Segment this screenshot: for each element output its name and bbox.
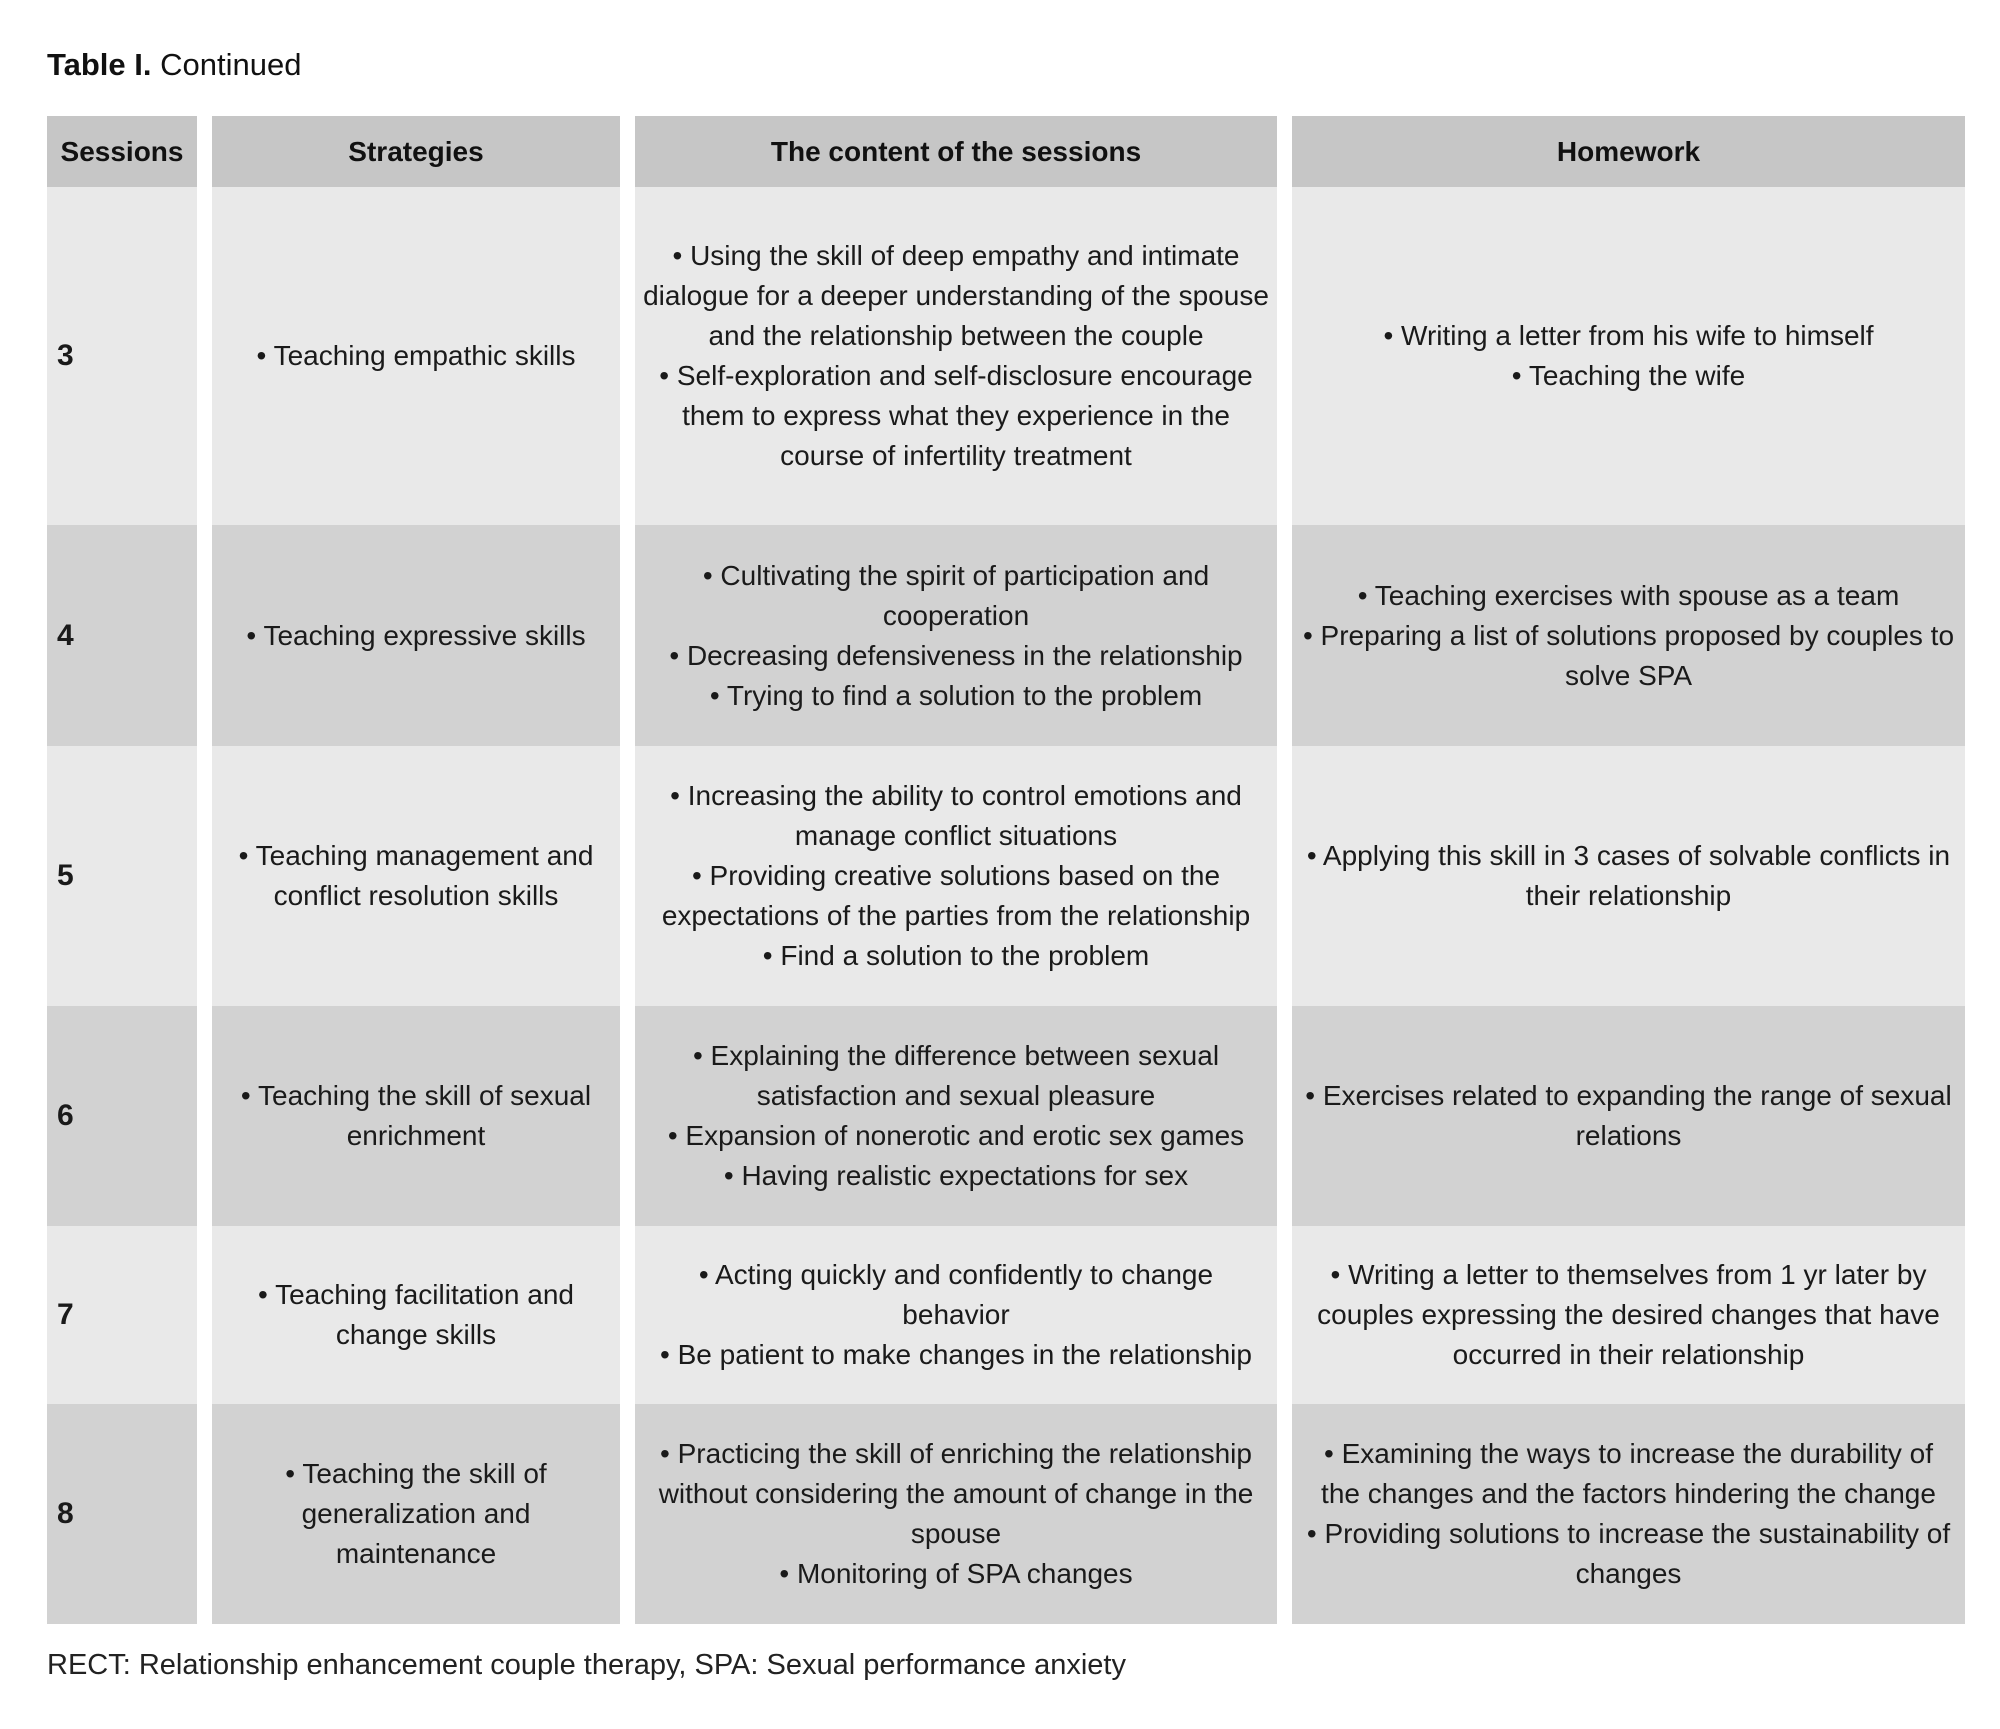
strategies-cell	[212, 1006, 620, 1226]
bullet-item: • Providing creative solutions based on the expectations of the parties from the relationship	[661, 860, 1251, 931]
table-row-session-8	[47, 1404, 1965, 1624]
table-title-label: Table I.	[47, 47, 152, 82]
table-row-session-3	[47, 187, 1965, 525]
strategies-cell	[212, 525, 620, 746]
bullet-item: • Teaching empathic skills	[256, 340, 576, 371]
homework-cell	[1292, 746, 1965, 1006]
bullet-item: • Explaining the difference between sexual satisfaction and sexual pleasure	[692, 1040, 1220, 1111]
session-number-cell: 7	[47, 1226, 197, 1404]
content-cell	[635, 525, 1277, 746]
table-title	[47, 46, 1965, 84]
bullet-item: • Acting quickly and confidently to change behavior	[698, 1259, 1214, 1330]
homework-cell	[1292, 1006, 1965, 1226]
bullet-item: • Practicing the skill of enriching the relationship without considering the amount of change in the spouse	[658, 1438, 1254, 1549]
bullet-item: • Teaching management and conflict resolution skills	[238, 840, 594, 911]
header-homework: Homework	[1292, 116, 1965, 187]
table-row-session-5	[47, 746, 1965, 1006]
session-number-cell: 6	[47, 1006, 197, 1226]
content-cell	[635, 1006, 1277, 1226]
bullet-item: • Trying to find a solution to the problem	[709, 679, 1203, 711]
header-sessions: Sessions	[47, 116, 197, 187]
bullet-item: • Teaching exercises with spouse as a team	[1357, 579, 1900, 611]
sessions-table	[47, 116, 1965, 1624]
table-row-session-6	[47, 1006, 1965, 1226]
session-number-cell: 5	[47, 746, 197, 1006]
bullet-item: • Teaching expressive skills	[246, 619, 586, 651]
bullet-item: • Exercises related to expanding the range of sexual relations	[1305, 1080, 1952, 1151]
session-number-cell: 8	[47, 1404, 197, 1624]
homework-cell	[1292, 1226, 1965, 1404]
strategies-cell	[212, 1226, 620, 1404]
bullet-item: • Cultivating the spirit of participation and cooperation	[702, 559, 1210, 631]
strategies-cell	[212, 1404, 620, 1624]
content-cell	[635, 1226, 1277, 1404]
session-number-cell: 4	[47, 525, 197, 746]
bullet-item: • Having realistic expectations for sex	[723, 1160, 1189, 1191]
header-strategies: Strategies	[212, 116, 620, 187]
bullet-item: • Examining the ways to increase the durability of the changes and the factors hindering the change	[1321, 1438, 1936, 1509]
bullet-item: • Teaching the skill of generalization and maintenance	[285, 1458, 547, 1569]
bullet-item: • Teaching facilitation and change skills	[258, 1279, 574, 1350]
bullet-item: • Using the skill of deep empathy and intimate dialogue for a deeper understanding of the spouse and the relationship between the couple	[643, 240, 1269, 351]
bullet-item: • Be patient to make changes in the relationship	[660, 1339, 1252, 1370]
table-row-session-7	[47, 1226, 1965, 1404]
bullet-item: • Self-exploration and self-disclosure encourage them to express what they experience in the course of infertility treatment	[659, 360, 1253, 471]
strategies-cell	[212, 187, 620, 525]
bullet-item: • Writing a letter from his wife to himself	[1383, 320, 1874, 351]
bullet-item: • Writing a letter to themselves from 1 yr later by couples expressing the desired changes that have occurred in their relationship	[1317, 1259, 1940, 1370]
content-cell	[635, 187, 1277, 525]
homework-cell	[1292, 1404, 1965, 1624]
bullet-item: • Decreasing defensiveness in the relationship	[669, 639, 1243, 671]
table-body	[47, 187, 1965, 1624]
strategies-cell	[212, 746, 620, 1006]
content-cell	[635, 746, 1277, 1006]
content-cell	[635, 1404, 1277, 1624]
table-header-row	[47, 116, 1965, 187]
homework-cell	[1292, 187, 1965, 525]
bullet-item: • Preparing a list of solutions proposed by couples to solve SPA	[1302, 619, 1955, 691]
bullet-item: • Teaching the wife	[1511, 360, 1746, 391]
table-footnote: RECT: Relationship enhancement couple therapy, SPA: Sexual performance anxiety	[47, 1649, 1126, 1681]
bullet-item: • Expansion of nonerotic and erotic sex games	[667, 1120, 1245, 1151]
homework-cell	[1292, 525, 1965, 746]
header-content: The content of the sessions	[635, 116, 1277, 187]
table-title-suffix: Continued	[160, 47, 302, 82]
bullet-item: • Applying this skill in 3 cases of solvable conflicts in their relationship	[1306, 840, 1951, 911]
session-number-cell: 3	[47, 187, 197, 525]
bullet-item: • Monitoring of SPA changes	[779, 1558, 1133, 1589]
bullet-item: • Find a solution to the problem	[762, 940, 1150, 971]
bullet-item: • Teaching the skill of sexual enrichment	[240, 1080, 592, 1151]
bullet-item: • Providing solutions to increase the sustainability of changes	[1306, 1518, 1951, 1589]
table-row-session-4	[47, 525, 1965, 746]
bullet-item: • Increasing the ability to control emotions and manage conflict situations	[670, 780, 1242, 851]
